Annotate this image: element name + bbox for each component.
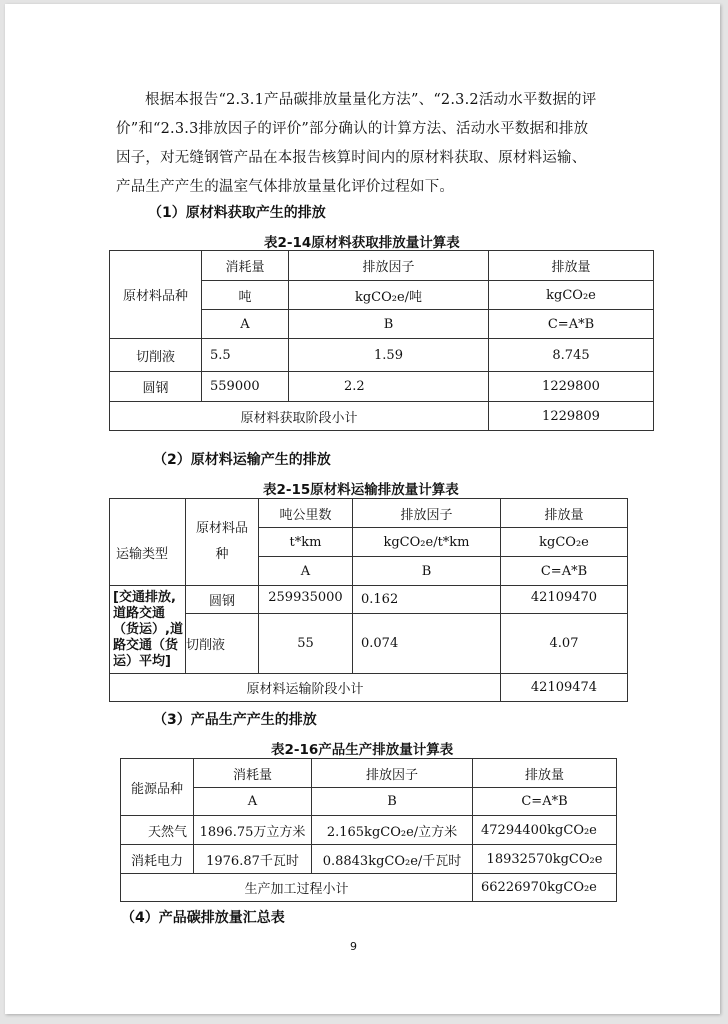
subtotal-value: 66226970kgCO₂e bbox=[473, 874, 617, 902]
row-c: 42109470 bbox=[501, 586, 628, 614]
section-2-heading: （2）原材料运输产生的排放 bbox=[153, 452, 331, 468]
table-row bbox=[121, 845, 617, 874]
transport-type-value: [交通排放,道路交通（货运）,道路交通（货运）平均] bbox=[110, 586, 186, 674]
unit-emission-factor: kgCO₂e/t*km bbox=[353, 528, 501, 557]
page-number: 9 bbox=[350, 940, 357, 953]
subtotal-label: 生产加工过程小计 bbox=[121, 874, 473, 902]
symbol-b: B bbox=[353, 557, 501, 586]
row-name: 天然气 bbox=[121, 816, 194, 845]
subtotal-label: 原材料获取阶段小计 bbox=[110, 402, 489, 431]
row-name: 消耗电力 bbox=[121, 845, 194, 874]
table-2-16 bbox=[120, 758, 617, 902]
header-consumption: 消耗量 bbox=[202, 251, 289, 281]
table-2-15 bbox=[109, 498, 628, 702]
symbol-b: B bbox=[289, 310, 489, 339]
symbol-b: B bbox=[312, 788, 473, 816]
section-4-heading: （4）产品碳排放量汇总表 bbox=[121, 910, 285, 926]
row-b: 0.162 bbox=[353, 586, 501, 614]
row-a: 259935000 bbox=[259, 586, 353, 614]
header-transport-type: 运输类型 bbox=[110, 499, 186, 586]
unit-emission: kgCO₂e bbox=[501, 528, 628, 557]
unit-ton-km: t*km bbox=[259, 528, 353, 557]
row-c: 1229800 bbox=[489, 372, 654, 402]
table-2-15-caption: 表2-15原材料运输排放量计算表 bbox=[263, 482, 459, 498]
header-emission-factor: 排放因子 bbox=[312, 759, 473, 788]
row-b: 0.8843kgCO₂e/千瓦时 bbox=[312, 845, 473, 874]
row-a: 5.5 bbox=[202, 339, 289, 372]
symbol-a: A bbox=[202, 310, 289, 339]
table-row bbox=[110, 586, 628, 614]
intro-line-1: 根据本报告“2.3.1产品碳排放量量化方法”、“2.3.2活动水平数据的评 bbox=[145, 92, 597, 108]
row-b: 0.074 bbox=[353, 614, 501, 674]
header-emission: 排放量 bbox=[501, 499, 628, 528]
header-material-type: 原材料品种 bbox=[110, 251, 202, 339]
table-row bbox=[110, 339, 654, 372]
header-consumption: 消耗量 bbox=[194, 759, 312, 788]
subtotal-row bbox=[121, 874, 617, 902]
intro-line-4: 产品生产产生的温室气体排放量量化评价过程如下。 bbox=[116, 179, 455, 195]
header-ton-km: 吨公里数 bbox=[259, 499, 353, 528]
header-emission: 排放量 bbox=[473, 759, 617, 788]
header-emission: 排放量 bbox=[489, 251, 654, 281]
header-energy-type: 能源品种 bbox=[121, 759, 194, 816]
subtotal-value: 42109474 bbox=[501, 674, 628, 702]
row-b: 2.165kgCO₂e/立方米 bbox=[312, 816, 473, 845]
row-c: 18932570kgCO₂e bbox=[473, 845, 617, 874]
row-c: 4.07 bbox=[501, 614, 628, 674]
row-name: 切削液 bbox=[110, 339, 202, 372]
table-2-14 bbox=[109, 250, 654, 431]
subtotal-value: 1229809 bbox=[489, 402, 654, 431]
symbol-a: A bbox=[194, 788, 312, 816]
section-3-heading: （3）产品生产产生的排放 bbox=[153, 712, 317, 728]
header-material-type: 原材料品种 bbox=[186, 499, 259, 586]
intro-line-2: 价”和“2.3.3排放因子的评价”部分确认的计算方法、活动水平数据和排放 bbox=[116, 121, 589, 137]
subtotal-row bbox=[110, 674, 628, 702]
symbol-c: C=A*B bbox=[489, 310, 654, 339]
unit-emission: kgCO₂e bbox=[489, 281, 654, 310]
unit-emission-factor: kgCO₂e/吨 bbox=[289, 281, 489, 310]
table-2-16-caption: 表2-16产品生产排放量计算表 bbox=[271, 742, 454, 758]
row-name: 圆钢 bbox=[186, 586, 259, 614]
row-a: 1896.75万立方米 bbox=[194, 816, 312, 845]
row-b: 2.2 bbox=[289, 372, 489, 402]
table-2-14-caption: 表2-14原材料获取排放量计算表 bbox=[264, 235, 460, 251]
subtotal-label: 原材料运输阶段小计 bbox=[110, 674, 501, 702]
table-row bbox=[110, 372, 654, 402]
row-c: 47294400kgCO₂e bbox=[473, 816, 617, 845]
row-a: 559000 bbox=[202, 372, 289, 402]
symbol-c: C=A*B bbox=[473, 788, 617, 816]
header-emission-factor: 排放因子 bbox=[289, 251, 489, 281]
symbol-a: A bbox=[259, 557, 353, 586]
header-emission-factor: 排放因子 bbox=[353, 499, 501, 528]
section-1-heading: （1）原材料获取产生的排放 bbox=[148, 205, 326, 221]
unit-consumption: 吨 bbox=[202, 281, 289, 310]
symbol-c: C=A*B bbox=[501, 557, 628, 586]
row-name: 切削液 bbox=[186, 614, 259, 674]
row-c: 8.745 bbox=[489, 339, 654, 372]
table-row bbox=[121, 816, 617, 845]
row-b: 1.59 bbox=[289, 339, 489, 372]
row-a: 55 bbox=[259, 614, 353, 674]
table-row bbox=[110, 614, 628, 674]
subtotal-row bbox=[110, 402, 654, 431]
row-name: 圆钢 bbox=[110, 372, 202, 402]
row-a: 1976.87千瓦时 bbox=[194, 845, 312, 874]
intro-line-3: 因子，对无缝钢管产品在本报告核算时间内的原材料获取、原材料运输、 bbox=[116, 150, 587, 166]
